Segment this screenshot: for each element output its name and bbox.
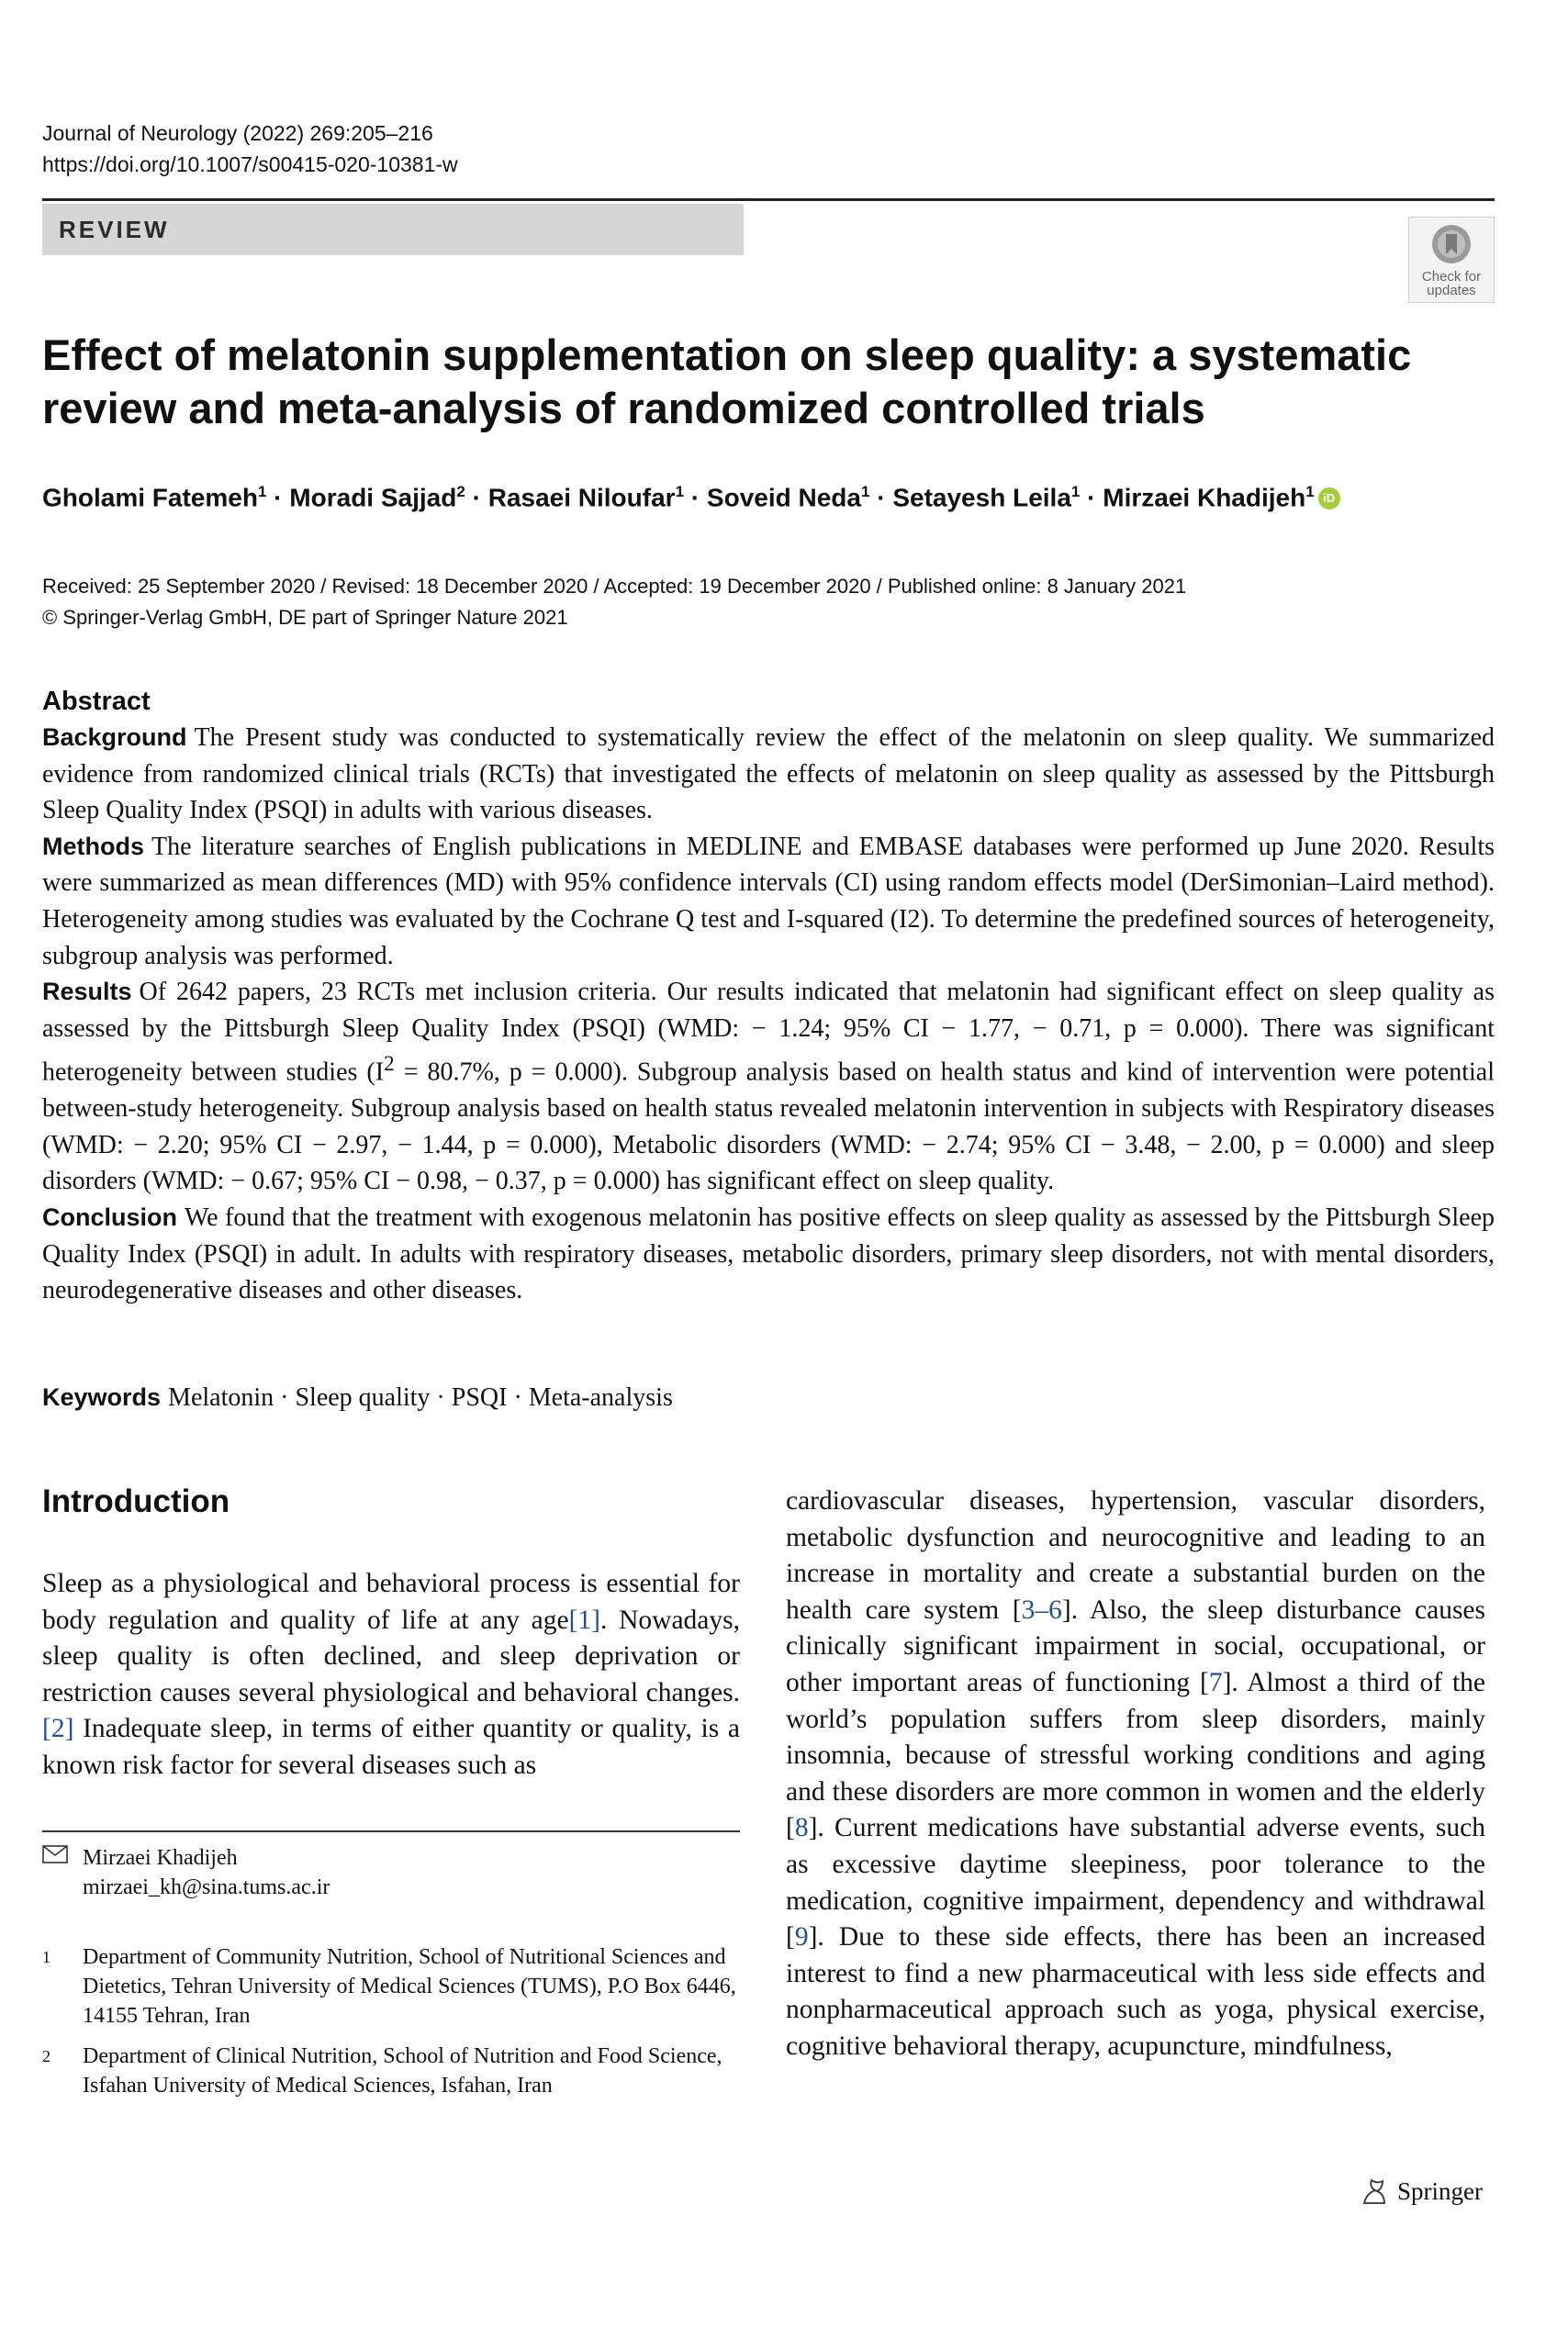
author-name[interactable]: Mirzaei Khadijeh (1103, 483, 1306, 512)
results-text-2: = 80.7%, p = 0.000). Subgroup analysis based on health status and kind of intervention were potential between-study heterogeneity. Subgroup analysis based on health status revealed melatonin intervention in subjects with Respiratory diseases (WMD: − 2.20; 95% CI − 2.97, − 1.44, p = 0.000), Metabolic disorders (WMD: − 2.74; 95% CI − 3.48, − 2.00, p = 0.000) and sleep disorders (WMD: − 0.67; 95% CI − 0.98, − 0.37, p = 0.000) has significant effect on sleep quality. (42, 1058, 1495, 1196)
affiliation-number: 2 (42, 2047, 50, 2065)
methods-text: The literature searches of English publications in MEDLINE and EMBASE databases were performed up June 2020. Results were summarized as mean differences (MD) with 95% confidence intervals (CI) using random effects model (DerSimonian–Laird method). Heterogeneity among studies was evaluated by the Cochrane Q test and I-squared (I2). To determine the predefined sources of heterogeneity, subgroup analysis was performed. (42, 832, 1495, 970)
introduction-paragraph-2 (786, 1483, 1485, 2065)
author-affiliation: 2 (456, 483, 465, 500)
intro-text-segment: cardiovascular diseases, hypertension, vascular disorders, metabolic dysfunction and neurocognitive and leading to an increase in mortality and create a substantial burden on the health care system [ (786, 1486, 1485, 1625)
badge-line-2: updates (1427, 283, 1476, 298)
intro-text-segment: ]. Also, the sleep disturbance causes clinically significant impairment in social, occupational, or other important areas of functioning [ (786, 1595, 1485, 1697)
conclusion-label: Conclusion (42, 1203, 177, 1232)
citation-link-8[interactable]: 8 (794, 1813, 809, 1843)
intro-text-segment: Sleep as a physiological and behavioral process is essential for body regulation and quality of life at any age (42, 1569, 740, 1635)
author-affiliation: 1 (1305, 483, 1315, 500)
publisher-name: Springer (1397, 2177, 1483, 2205)
abstract-methods (42, 829, 1495, 974)
affiliation-text: Department of Clinical Nutrition, School of Nutrition and Food Science, Isfahan University of Medical Sciences, Isfahan, Iran (83, 2044, 722, 2098)
article-type-bar (42, 204, 744, 255)
affiliation-number: 1 (42, 1948, 50, 1966)
author-affiliation: 1 (860, 483, 870, 500)
intro-text-segment: Inadequate sleep, in terms of either quantity or quality, is a known risk factor for several diseases such as (42, 1714, 740, 1780)
author-name[interactable]: Setayesh Leila (892, 483, 1071, 512)
keywords-section (42, 1379, 673, 1416)
envelope-icon (42, 1843, 79, 1873)
author-name[interactable]: Rasaei Niloufar (487, 483, 676, 512)
citation-link-7[interactable]: 7 (1208, 1667, 1223, 1697)
correspondent-email[interactable]: mirzaei_kh@sina.tums.ac.ir (83, 1875, 330, 1899)
author-separator: · (869, 483, 893, 512)
citation-link-2[interactable]: [2] (42, 1714, 74, 1744)
background-label: Background (42, 723, 187, 751)
author-list (42, 483, 1340, 512)
introduction-paragraph-1 (42, 1566, 740, 1785)
journal-citation: Journal of Neurology (2022) 269:205–216 (42, 121, 433, 145)
keywords-text: Melatonin · Sleep quality · PSQI · Meta-analysis (168, 1383, 673, 1412)
orcid-icon[interactable]: iD (1318, 487, 1340, 509)
article-type-label: REVIEW (59, 216, 170, 243)
methods-label: Methods (42, 832, 144, 860)
affiliation-text: Department of Community Nutrition, School of Nutritional Sciences and Dietetics, Tehran University of Medical Sciences (TUMS), P.O Box 6446, 14155 Tehran, Iran (83, 1945, 736, 2028)
conclusion-text: We found that the treatment with exogenous melatonin has positive effects on sleep quality as assessed by the Pittsburgh Sleep Quality Index (PSQI) in adult. In adults with respiratory diseases, metabolic disorders, primary sleep disorders, not with mental disorders, neurodegenerative diseases and other diseases. (42, 1203, 1495, 1305)
badge-line-1: Check for (1421, 269, 1482, 285)
article-title: Effect of melatonin supplementation on sleep quality: a systematic review and meta-analysis of randomized controlled trials (42, 330, 1412, 432)
abstract-conclusion (42, 1200, 1495, 1309)
author-separator: · (465, 483, 488, 512)
intro-text-segment: . Nowadays, sleep quality is often declined, and sleep deprivation or restriction causes several physiological and behavioral changes. (42, 1605, 740, 1707)
intro-text-segment: ]. Due to these side effects, there has been an increased interest to find a new pharmaceutical with less side effects and nonpharmaceutical approach such as yoga, physical exercise, cognitive behavioral therapy, acupuncture, mindfulness, (786, 1922, 1485, 2061)
doi-link[interactable]: https://doi.org/10.1007/s00415-020-10381-w (42, 152, 458, 176)
author-affiliation: 1 (257, 483, 267, 500)
abstract-results (42, 974, 1495, 1200)
author-separator: · (684, 483, 707, 512)
keywords-label: Keywords (42, 1383, 162, 1411)
author-separator: · (266, 483, 290, 512)
intro-text-segment: ]. Current medications have substantial adverse events, such as excessive daytime sleepiness, poor tolerance to the medication, cognitive impairment, dependency and withdrawal [ (786, 1813, 1485, 1953)
abstract-background (42, 720, 1495, 829)
publication-dates (42, 571, 1186, 633)
left-column (42, 1483, 740, 1785)
publisher-logo (1359, 2176, 1483, 2207)
results-superscript: 2 (384, 1052, 395, 1077)
citation-link-3-6[interactable]: 3–6 (1021, 1595, 1062, 1625)
author-name[interactable]: Moradi Sajjad (289, 483, 457, 512)
bookmark-icon (1430, 223, 1473, 265)
citation-link-9[interactable]: 9 (794, 1922, 809, 1953)
correspondent-name: Mirzaei Khadijeh (83, 1846, 238, 1870)
history-dates: Received: 25 September 2020 / Revised: 18 December 2020 / Accepted: 19 December 2020 / Published online: 8 January 2021 (42, 575, 1187, 598)
author-name[interactable]: Gholami Fatemeh (42, 483, 258, 512)
introduction-heading: Introduction (42, 1483, 230, 1519)
copyright-line: © Springer-Verlag GmbH, DE part of Springer Nature 2021 (42, 606, 568, 629)
results-label: Results (42, 978, 132, 1006)
journal-header (42, 118, 458, 180)
header-rule (42, 198, 1495, 201)
springer-horse-icon (1359, 2176, 1390, 2207)
correspondence-footnote (42, 1843, 740, 1902)
background-text: The Present study was conducted to systematically review the effect of the melatonin on sleep quality. We summarized evidence from randomized clinical trials (RCTs) that investigated the effects of melatonin on sleep quality as assessed by the Pittsburgh Sleep Quality Index (PSQI) in adults with various diseases. (42, 723, 1495, 825)
abstract-section (42, 683, 1495, 1309)
affiliation-footnote-1 (42, 1942, 740, 2031)
affiliation-footnote-2 (42, 2042, 740, 2100)
abstract-heading: Abstract (42, 687, 151, 716)
intro-text-segment: ]. Almost a third of the world’s population suffers from sleep disorders, mainly insomnia, because of stressful working conditions and aging and these disorders are more common in women and the elderly [ (786, 1667, 1485, 1843)
author-affiliation: 1 (675, 483, 685, 500)
author-separator: · (1080, 483, 1103, 512)
author-affiliation: 1 (1070, 483, 1081, 500)
results-text-1: Of 2642 papers, 23 RCTs met inclusion criteria. Our results indicated that melatonin had significant effect on sleep quality as assessed by the Pittsburgh Sleep Quality Index (PSQI) (WMD: − 1.24; 95% CI − 1.77, − 0.71, p = 0.000). There was significant heterogeneity between studies (I (42, 978, 1495, 1087)
footnote-rule (42, 1830, 740, 1832)
author-name[interactable]: Soveid Neda (706, 483, 861, 512)
check-for-updates-badge[interactable] (1408, 217, 1495, 303)
citation-link-1[interactable]: [1] (568, 1605, 600, 1635)
